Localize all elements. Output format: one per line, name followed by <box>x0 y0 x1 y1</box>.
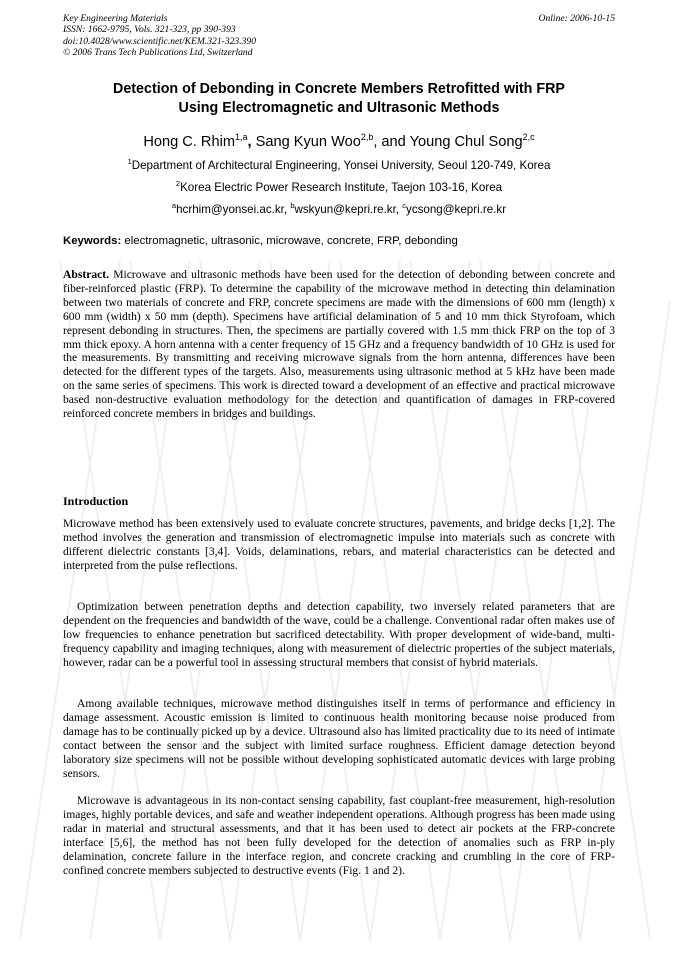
affil-mark: 1 <box>127 157 132 166</box>
author-name: Sang Kyun Woo <box>255 133 361 150</box>
email-text: wskyun@kepri.re.kr, <box>294 202 403 216</box>
journal-name: Key Engineering Materials <box>63 13 168 24</box>
author-name: Young Chul Song <box>409 133 523 150</box>
author-affil-mark: 2,c <box>522 132 535 142</box>
section-heading-introduction: Introduction <box>63 494 129 508</box>
abstract-label: Abstract. <box>63 268 110 281</box>
abstract-text: Microwave and ultrasonic methods have been used for the detection of debonding between concrete and fiber-reinforced plastic (FRP). To determine the capability of the microwave method in detecting thin delamination between two materials of concrete and FRP, concrete specimens are made with the dimensions of 600 mm (length) x 600 mm (width) x 50 mm (depth). Specimens have artificial delamination of 5 and 10 mm thick Styrofoam, which represent debonding in structures. Then, the specimens are partially covered with 1.5 mm thick FRP on the top of 3 mm thick epoxy. A horn antenna with a center frequency of 15 GHz and a frequency bandwidth of 10 GHz is used for the measurements. By transmitting and receiving microwave signals from the horn antenna, differences have been detected for the different types of the targets. Also, measurements using ultrasonic method at 5 kHz have been made on the same series of specimens. This work is directed toward a development of an effective and practical microwave based non-destructive evaluation methodology for the detection and quantification of damages in FRP-covered reinforced concrete members in bridges and buildings. <box>63 268 615 421</box>
affil-mark: 2 <box>175 179 181 188</box>
keywords-text: electromagnetic, ultrasonic, microwave, concrete, FRP, debonding <box>121 235 458 247</box>
email-mark: c <box>402 201 407 210</box>
issn-line: ISSN: 1662-9795, Vols. 321-323, pp 390-393 <box>63 24 236 36</box>
author-separator: , and <box>373 133 410 150</box>
journal-header <box>63 13 615 59</box>
email-mark: b <box>290 201 295 210</box>
title-line-2: Using Electromagnetic and Ultrasonic Methods <box>178 99 500 116</box>
keywords <box>63 234 615 248</box>
author-affil-mark: 1,a <box>234 132 248 142</box>
email-line <box>63 199 615 217</box>
author-list <box>63 127 615 152</box>
email-text: hcrhim@yonsei.ac.kr, <box>176 202 291 216</box>
affil-text: Korea Electric Power Research Institute, Taejon 103-16, Korea <box>180 180 503 194</box>
intro-paragraph-2: Optimization between penetration depths and detection capability, two inversely related parameters that are dependent on the frequencies and bandwidth of the wave, could be a challenge. Conventional radar often makes use of low frequencies to enhance penetration but sacrificed detectability. With proper development of wide-band, multi-frequency capability and imaging techniques, along with measurement of dielectric properties of the subject materials, however, radar can be a powerful tool in assessing structural members that consist of hybrid materials. <box>63 600 615 669</box>
affiliation-1 <box>63 155 615 173</box>
intro-paragraph-1: Microwave method has been extensively used to evaluate concrete structures, pavements, and bridge decks [1,2]. The method involves the generation and transmission of electromagnetic impulse into materials such as concrete with different dielectric constants [3,4]. Voids, delaminations, rebars, and material characteristics can be detected and interpreted from the pulse reflections. <box>63 517 615 572</box>
abstract <box>63 268 615 421</box>
email-text: ycsong@kepri.re.kr <box>406 202 507 216</box>
paper-title <box>63 80 615 117</box>
intro-paragraph-3: Among available techniques, microwave method distinguishes itself in terms of performance and efficiency in damage assessment. Acoustic emission is limited to continuous health monitoring because noise produced from damage has to be continually picked up by a device. Ultrasound also has limited practicality due to its need of intimate contact between the sensor and the subject with limited surface roughness. Efficient damage detection beyond laboratory size specimens will not be possible without developing sophisticated automatic devices with large probing sensors. <box>63 697 615 780</box>
online-date: Online: 2006-10-15 <box>538 13 615 24</box>
keywords-label: Keywords: <box>63 235 122 247</box>
email-mark: a <box>171 201 177 210</box>
doi-line: doi:10.4028/www.scientific.net/KEM.321-323.390 <box>63 35 257 47</box>
copyright-line: © 2006 Trans Tech Publications Ltd, Switzerland <box>63 47 253 59</box>
author-separator: , <box>247 133 256 150</box>
intro-paragraph-4: Microwave is advantageous in its non-contact sensing capability, fast couplant-free measurement, high-resolution images, highly portable devices, and safe and weather independent operations. Although progress has been made using radar in material and structural assessments, and that it has been used to detect air pockets at the FRP-concrete interface [5,6], the method has not been fully developed for the detection of anomalies such as FRP in-ply delamination, concrete failure in the interface region, and concrete cracking and crumbling in the core of FRP-confined concrete members subjected to destructive events (Fig. 1 and 2). <box>63 794 615 877</box>
author-affil-mark: 2,b <box>360 132 374 142</box>
affil-text: Department of Architectural Engineering, Yonsei University, Seoul 120-749, Korea <box>131 158 551 172</box>
author-name: Hong C. Rhim <box>143 133 235 150</box>
title-line-1: Detection of Debonding in Concrete Members Retrofitted with FRP <box>113 81 565 97</box>
affiliation-2 <box>63 177 615 195</box>
